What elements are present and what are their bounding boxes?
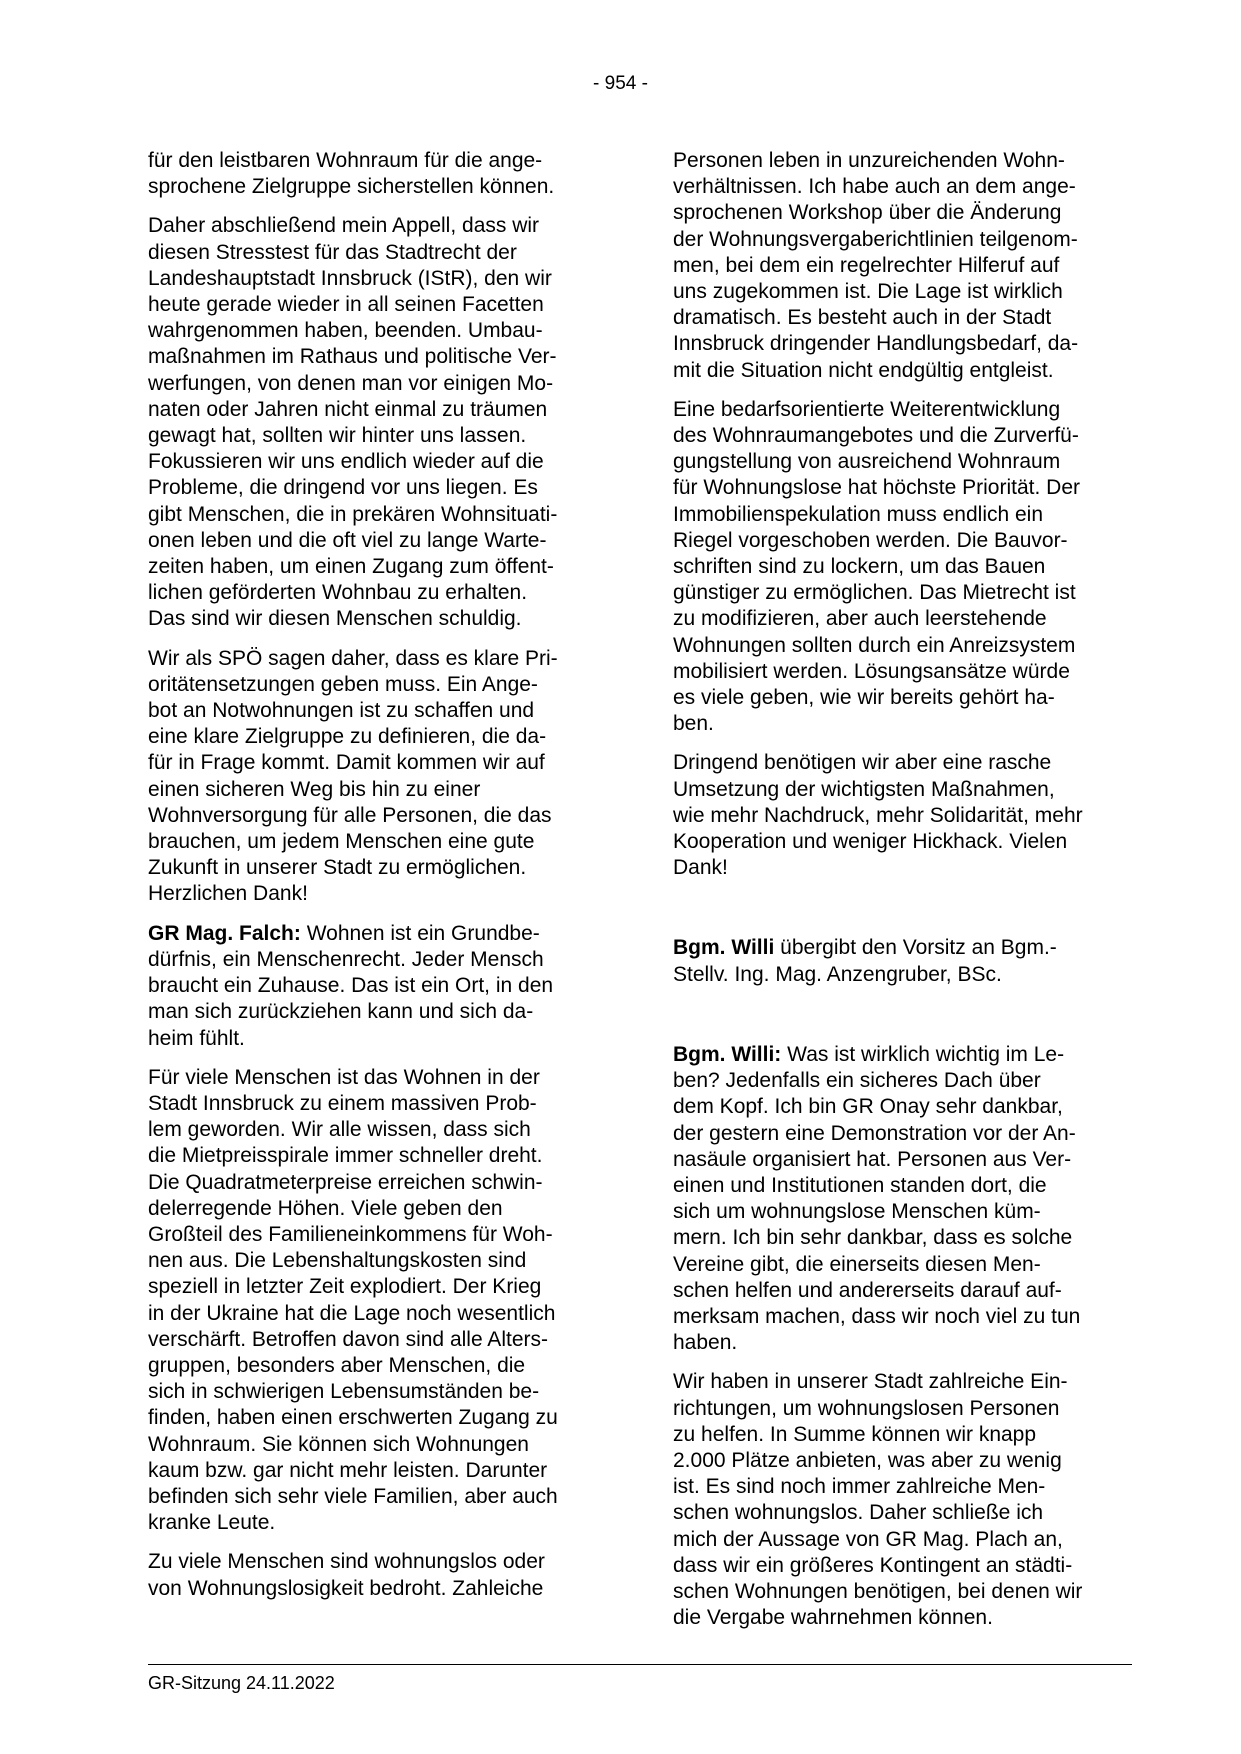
paragraph: für den leistbaren Wohnraum für die ange- sprochene Zielgruppe sicherstellen können. <box>148 149 555 199</box>
speaker-name: Bgm. Willi <box>673 936 775 960</box>
right-column <box>673 148 1133 1644</box>
paragraph: Eine bedarfsorientierte Weiterentwicklung des Wohnraumangebotes und die Zurverfü- gungstellung von ausreichend Wohnraum für Wohnungslose hat höchste Priorität. Der Immobilienspekulation muss endlich ein Riegel vorgeschoben werden. Die Bauvor- schriften sind zu lockern, um das Bauen günstiger zu ermöglichen. Das Mietrecht ist zu modifizieren, aber auch leerstehende Wohnungen sollten durch ein Anreizsystem mobilisiert werden. Lösungsansätze würde es viele geben, wie wir bereits gehört ha- ben. <box>673 397 1080 736</box>
speaker-paragraph <box>673 1042 1133 1356</box>
paragraph: Personen leben in unzureichenden Wohn- verhältnissen. Ich habe auch an dem ange- sprochenen Workshop über die Änderung der Wohnungsvergaberichtlinien teilgenom- men, bei dem ein regelrechter Hilferuf auf uns zugekommen ist. Die Lage ist wirklich dramatisch. Es besteht auch in der Stadt Innsbruck dringender Handlungsbedarf, da- mit die Situation nicht endgültig entgleist. <box>673 149 1079 382</box>
paragraph: Für viele Menschen ist das Wohnen in der Stadt Innsbruck zu einem massiven Prob- lem geworden. Wir alle wissen, dass sich die Mietpreisspirale immer schneller dreht. Die Quadratmeterpreise erreichen schwin- delerregende Höhen. Viele geben den Großteil des Familieneinkommens für Woh- nen aus. Die Lebenshaltungskosten sind speziell in letzter Zeit explodiert. Der Krieg in der Ukraine hat die Lage noch wesentlich verschärft. Betroffen davon sind alle Alters- gruppen, besonders aber Menschen, die sich in schwierigen Lebensumständen be- finden, haben einen erschwerten Zugang zu Wohnraum. Sie können sich Wohnungen kaum bzw. gar nicht mehr leisten. Darunter befinden sich sehr viele Familien, aber auch kranke Leute. <box>148 1065 558 1535</box>
paragraph: Zu viele Menschen sind wohnungslos oder von Wohnungslosigkeit bedroht. Zahleiche <box>148 1550 545 1600</box>
footer-divider <box>148 1664 1132 1665</box>
note-text: übergibt den Vorsitz an Bgm.- Stellv. Ing. Mag. Anzengruber, BSc. <box>673 936 1057 986</box>
speaker-name: Bgm. Willi: <box>673 1042 782 1066</box>
procedural-note <box>673 935 1133 987</box>
page-number: - 954 - <box>593 73 648 94</box>
paragraph: Wir haben in unserer Stadt zahlreiche Ein- richtungen, um wohnungslosen Personen zu helfen. In Summe können wir knapp 2.000 Plätze anbieten, was aber zu wenig ist. Es sind noch immer zahlreiche Men- schen wohnungslos. Daher schließe ich mich der Aussage von GR Mag. Plach an, dass wir ein größeres Kontingent an städti- schen Wohnungen benötigen, bei denen wir die Vergabe wahrnehmen können. <box>673 1370 1083 1630</box>
paragraph: Wir als SPÖ sagen daher, dass es klare Pri- oritätensetzungen geben muss. Ein Ange- bot an Notwohnungen ist zu schaffen und eine klare Zielgruppe zu definieren, die da- für in Frage kommt. Damit kommen wir auf einen sicheren Weg bis hin zu einer Wohnversorgung für alle Personen, die das brauchen, um jedem Menschen eine gute Zukunft in unserer Stadt zu ermöglichen. Herzlichen Dank! <box>148 646 558 906</box>
speaker-paragraph <box>148 921 608 1052</box>
paragraph: Dringend benötigen wir aber eine rasche Umsetzung der wichtigsten Maßnahmen, wie mehr Nachdruck, mehr Solidarität, mehr Kooperation und weniger Hickhack. Vielen Dank! <box>673 751 1083 880</box>
footer-session-date: GR-Sitzung 24.11.2022 <box>148 1673 335 1693</box>
speech-text: Was ist wirklich wichtig im Le- ben? Jedenfalls ein sicheres Dach über dem Kopf. Ich bin GR Onay sehr dankbar, der gestern eine Demonstration vor der An- nasäule organisiert hat. Personen aus Ver- einen und Institutionen standen dort, die sich um wohnungslose Menschen küm- mern. Ich bin sehr dankbar, dass es solche Vereine gibt, die einerseits diesen Men- schen helfen und andererseits darauf auf- merksam machen, dass wir noch viel zu tun haben. <box>673 1042 1081 1355</box>
speaker-name: GR Mag. Falch: <box>148 921 301 945</box>
paragraph: Daher abschließend mein Appell, dass wir diesen Stresstest für das Stadtrecht der Landeshauptstadt Innsbruck (IStR), den wir heute gerade wieder in all seinen Facetten wahrgenommen haben, beenden. Umbau- maßnahmen im Rathaus und politische Ver- werfungen, von denen man vor einigen Mo- naten oder Jahren nicht einmal zu träumen gewagt hat, sollten wir hinter uns lassen. Fokussieren wir uns endlich wieder auf die Probleme, die dringend vor uns liegen. Es gibt Menschen, die in prekären Wohnsituati- onen leben und die oft viel zu lange Warte- zeiten haben, um einen Zugang zum öffent- lichen geförderten Wohnbau zu erhalten. Das sind wir diesen Menschen schuldig. <box>148 214 558 631</box>
speech-text: Wohnen ist ein Grundbe- dürfnis, ein Menschenrecht. Jeder Mensch braucht ein Zuhause. Das ist ein Ort, in den man sich zurückziehen kann und sich da- heim fühlt. <box>148 921 554 1050</box>
left-column <box>148 148 608 1615</box>
